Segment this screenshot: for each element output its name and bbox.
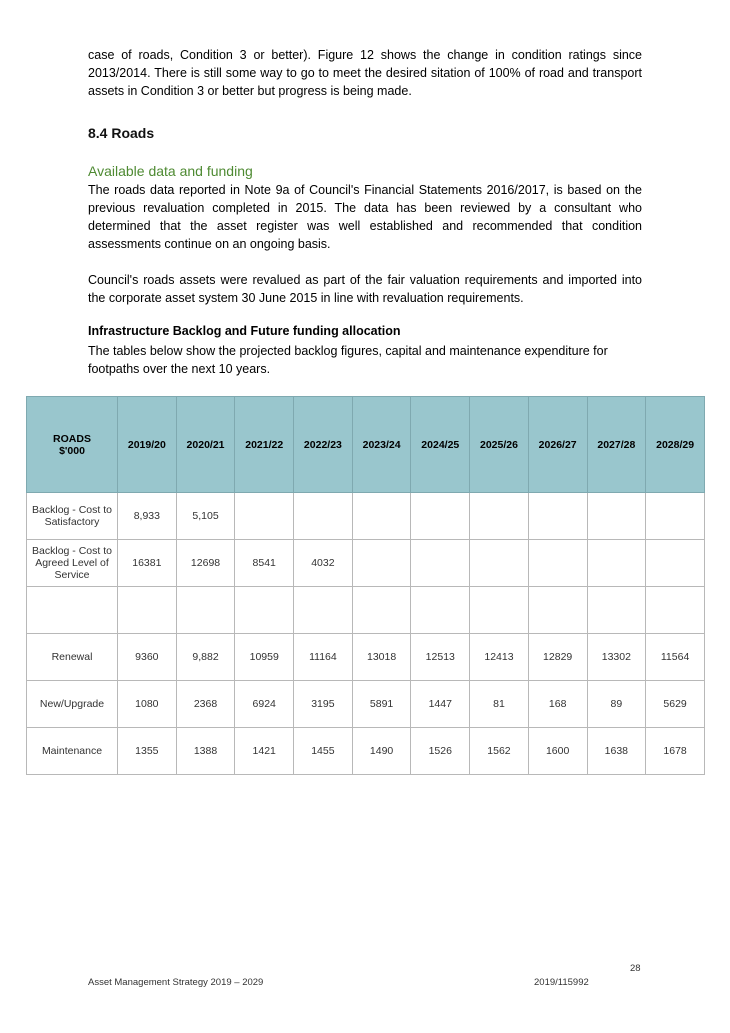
table-cell: 81 — [470, 681, 529, 728]
table-cell — [528, 540, 587, 587]
corner-label-roads: ROADS — [53, 432, 91, 445]
table-row — [27, 540, 705, 587]
table-cell — [470, 587, 529, 634]
table-cell: 5,105 — [176, 493, 235, 540]
table-cell: 1600 — [528, 728, 587, 775]
table-cell: 9360 — [118, 634, 177, 681]
table-cell — [470, 493, 529, 540]
table-header-row — [27, 397, 705, 493]
table-cell: 1562 — [470, 728, 529, 775]
table-cell — [411, 493, 470, 540]
table-cell — [587, 587, 646, 634]
table-cell: 1388 — [176, 728, 235, 775]
year-header: 2021/22 — [235, 397, 294, 493]
table-cell: 12829 — [528, 634, 587, 681]
year-header: 2020/21 — [176, 397, 235, 493]
row-label: New/Upgrade — [27, 681, 118, 728]
table-cell: 12513 — [411, 634, 470, 681]
year-header: 2022/23 — [294, 397, 353, 493]
table-row — [27, 493, 705, 540]
year-header: 2024/25 — [411, 397, 470, 493]
table-cell: 4032 — [294, 540, 353, 587]
table-cell: 1455 — [294, 728, 353, 775]
table-cell: 9,882 — [176, 634, 235, 681]
backlog-intro: The tables below show the projected backlog figures, capital and maintenance expenditure for footpaths over the next 10 years. — [88, 344, 608, 376]
table-cell: 1355 — [118, 728, 177, 775]
table-cell: 89 — [587, 681, 646, 728]
roads-funding-table — [26, 396, 705, 775]
table-cell — [352, 540, 411, 587]
subheading-available-data: Available data and funding — [88, 163, 253, 179]
table-cell: 5891 — [352, 681, 411, 728]
table-cell — [235, 493, 294, 540]
table-cell — [235, 587, 294, 634]
table-row — [27, 587, 705, 634]
row-label: Maintenance — [27, 728, 118, 775]
table-cell: 1526 — [411, 728, 470, 775]
table-cell: 12413 — [470, 634, 529, 681]
table-cell: 13302 — [587, 634, 646, 681]
table-cell — [294, 587, 353, 634]
table-cell: 8541 — [235, 540, 294, 587]
table-cell: 1678 — [646, 728, 705, 775]
backlog-heading: Infrastructure Backlog and Future funding allocation — [88, 324, 401, 338]
year-header: 2019/20 — [118, 397, 177, 493]
table-cell: 1080 — [118, 681, 177, 728]
row-label — [27, 587, 118, 634]
table-cell: 16381 — [118, 540, 177, 587]
table-cell: 1447 — [411, 681, 470, 728]
table-cell: 11564 — [646, 634, 705, 681]
section-heading: 8.4 Roads — [88, 125, 155, 141]
table-corner-header — [27, 397, 118, 493]
year-header: 2025/26 — [470, 397, 529, 493]
year-header: 2028/29 — [646, 397, 705, 493]
table-cell — [411, 587, 470, 634]
table-cell: 13018 — [352, 634, 411, 681]
table-cell: 1638 — [587, 728, 646, 775]
table-cell: 11164 — [294, 634, 353, 681]
paragraph-revaluation: Council's roads assets were revalued as part of the fair valuation requirements and imported into the corporate asset system 30 June 2015 in line with revaluation requirements. — [88, 273, 642, 305]
table-cell — [528, 493, 587, 540]
row-label: Renewal — [27, 634, 118, 681]
table-cell — [528, 587, 587, 634]
table-row — [27, 634, 705, 681]
table-cell — [646, 540, 705, 587]
paragraph-roads-data: The roads data reported in Note 9a of Council's Financial Statements 2016/2017, is based on the previous revaluation completed in 2015. The data has been reviewed by a consultant who determined that the asset register was well established and recommended that condition assessments continue on an ongoing basis. — [88, 183, 642, 251]
table-row — [27, 728, 705, 775]
table-cell — [176, 587, 235, 634]
corner-label-units: $'000 — [59, 444, 85, 457]
table-cell — [470, 540, 529, 587]
table-cell: 1490 — [352, 728, 411, 775]
table-cell: 168 — [528, 681, 587, 728]
table-cell: 8,933 — [118, 493, 177, 540]
footer-reference: 2019/115992 — [534, 977, 589, 988]
row-label: Backlog - Cost to Agreed Level of Service — [27, 540, 118, 587]
table-cell — [118, 587, 177, 634]
table-cell — [294, 493, 353, 540]
table-cell — [587, 493, 646, 540]
table-cell — [411, 540, 470, 587]
table-cell: 1421 — [235, 728, 294, 775]
table-cell — [646, 587, 705, 634]
table-row — [27, 681, 705, 728]
table-cell: 2368 — [176, 681, 235, 728]
footer-document-title: Asset Management Strategy 2019 – 2029 — [88, 977, 264, 988]
page-number: 28 — [630, 963, 641, 974]
year-header: 2026/27 — [528, 397, 587, 493]
year-header: 2027/28 — [587, 397, 646, 493]
intro-paragraph: case of roads, Condition 3 or better). Figure 12 shows the change in condition ratings since 2013/2014. There is still some way to go to meet the desired sitation of 100% of road and transport assets in Condition 3 or better but progress is being made. — [88, 48, 642, 98]
row-label: Backlog - Cost to Satisfactory — [27, 493, 118, 540]
table-cell: 6924 — [235, 681, 294, 728]
table-cell: 3195 — [294, 681, 353, 728]
table-cell — [352, 587, 411, 634]
table-cell — [587, 540, 646, 587]
table-cell: 5629 — [646, 681, 705, 728]
table-cell: 12698 — [176, 540, 235, 587]
table-cell — [352, 493, 411, 540]
table-cell — [646, 493, 705, 540]
table-cell: 10959 — [235, 634, 294, 681]
year-header: 2023/24 — [352, 397, 411, 493]
